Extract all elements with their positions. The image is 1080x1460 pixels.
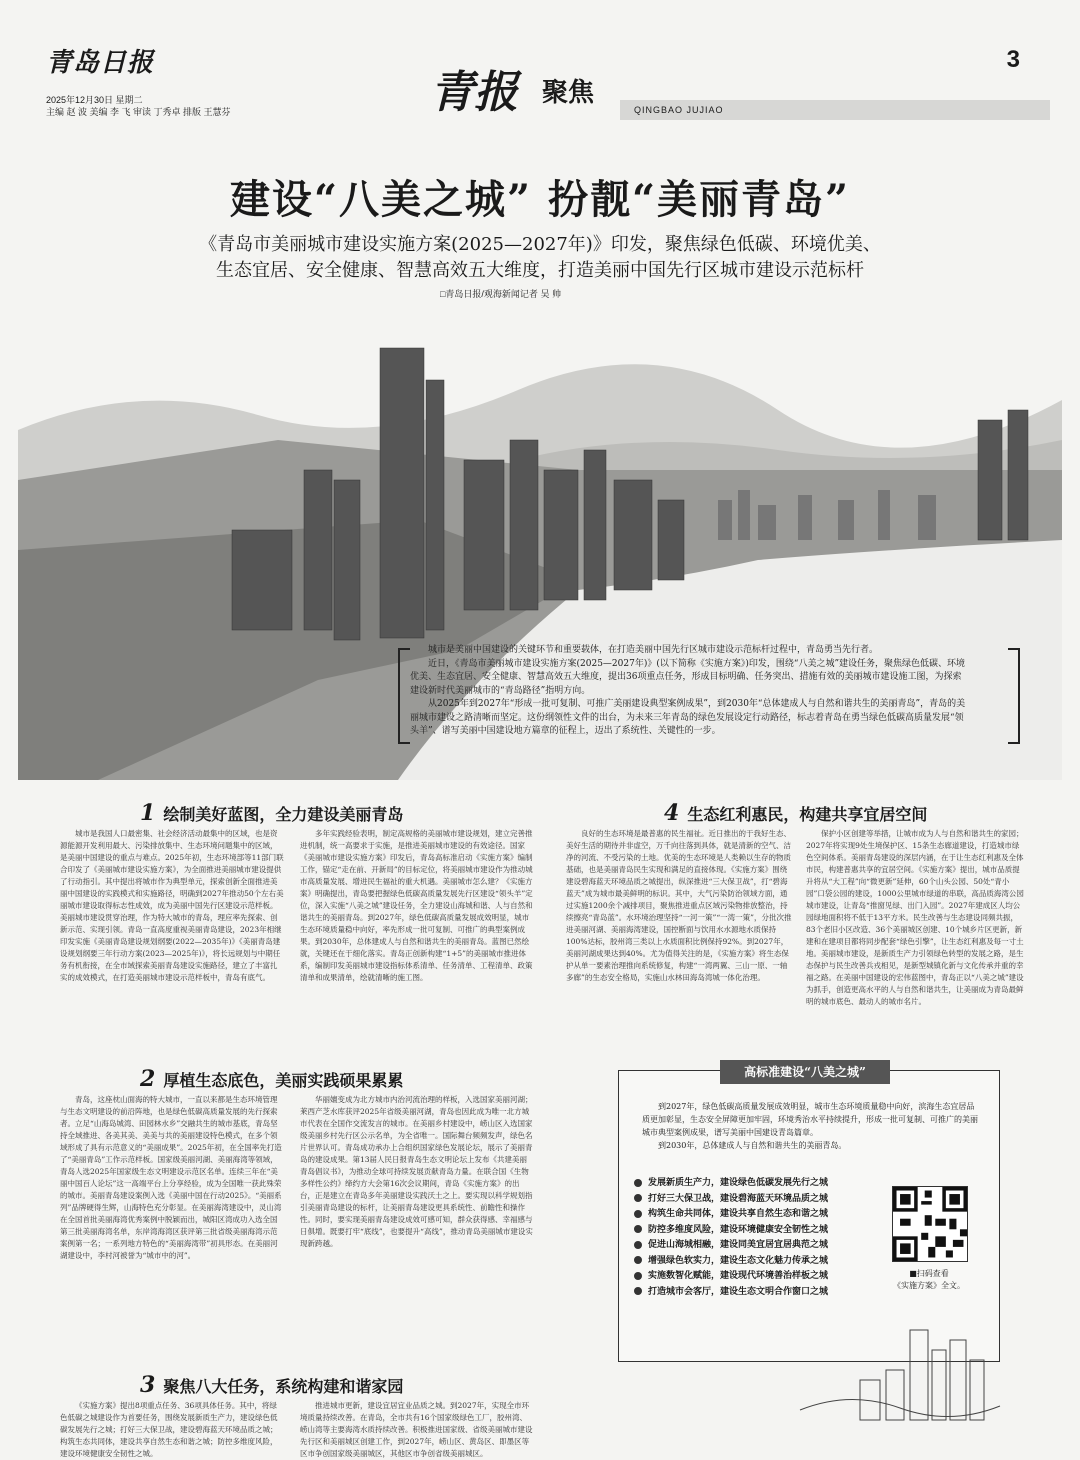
- body-text: 保护小区创建等举措，让城市成为人与自然和谐共生的家园；2027年将实现9处生境保护区、15条生态廊道建设，打造城市绿色空间体系。美丽青岛建设的深层内涵，在于让生态红利惠及全体市民，构建普惠共享的宜居空间。《实施方案》提出，城市品质提升将从“大工程”向“微更新”延伸，60个山头公园、50处“青小园”口袋公园的建设，1000公里城市绿道的串联，高品质海湾公园城市建设，让青岛“推窗见绿、出门入园”。2027年建成区人均公园绿地面积将不低于13平方米。民生改善与生态建设同频共振，83个老旧小区改造、36个美丽城区创建、10个城乡片区更新，新建和在建项目都将同步配套“绿色引擎”，让生态红利惠及每一寸土地。美丽城市建设，是新质生产力引领绿色转型的发展之路，是生态保护与民生改善兵戎相见，是新型城镇化新与文化传承并重的幸福之路。在美丽中国建设的宏伟蓝图中，青岛正以“八美之城”建设为抓手，创造更高水平的人与自然和谐共生，让美丽成为青岛最鲜明的城市底色、最动人的城市名片。: [806, 829, 1024, 1006]
- intro-paragraph: 近日，《青岛市美丽城市建设实施方案(2025—2027年)》(以下简称《实施方案》)印发，围绕“八美之城”建设任务，聚焦绿色低碳、环境优美、生态宜居、安全健康、智慧高效五大维度，提出36项重点任务，形成目标明确、任务突出、措施有效的美丽城市建设施工图，为探索建设新时代美丽城市的“青岛路径”指明方向。: [410, 658, 966, 696]
- qr-caption-line: ■扫码查看: [909, 1269, 949, 1278]
- list-item-label: 增强绿色软实力，建设生态文化魅力传承之城: [648, 1255, 829, 1266]
- bullet-icon: [634, 1194, 642, 1202]
- section-title: 厚植生态底色，美丽实践硕果累累: [163, 1071, 404, 1090]
- newspaper-logo: 青岛日报: [46, 48, 155, 78]
- bullet-icon: [634, 1179, 642, 1187]
- body-text: 良好的生态环境是最普惠的民生福祉。近日推出的于我好生态、美好生活的期待并非虚空，万千向往落到具体，就是清新的空气、洁净的河流、不受污染的土地。优美的生态环境是人类赖以生存的物质基础，也是美丽青岛民生实现和满足的直接体现。《实施方案》围绕建设碧海蓝天环境品质之城提出，纵深推进“三大保卫战”，打“碧海蓝天”成为城市最美鲜明的标识。其中，大气污染防治领域方面，通过实施1200余个减排项目，聚焦推进重点区域污染物排放整治，持续擦亮“青岛蓝”。水环境治理坚持“一河一策”“一湾一策”，分批次推进美丽河湖、美丽海湾建设，国控断面与饮用水水源地水质保持100%达标，胶州湾三类以上水质面积比例保持92%。到2027年，美丽河湖成果达到40%。尤为值得关注的是，《实施方案》将生态保护从单一要素治理推向系统修复，构建“一湾两翼、三山一原、一轴多廊”的生态安全格局，实施山水林田海岛湾城一体化治理。: [566, 829, 792, 982]
- goal-2027: 到2027年，绿色低碳高质量发展成效明显，城市生态环境质量稳中向好，滨海生态宜居品质更加彰显，生态安全屏障更加牢固，环境秀治水平持续提升，形成一批可复制、可推广的美丽城市典型案例成果，谱写美丽中国建设青岛篇章。: [642, 1102, 978, 1137]
- list-item-label: 实施数智化赋能，建设现代环境善治样板之城: [648, 1271, 829, 1281]
- section-1-heading: [140, 800, 403, 826]
- issue-date: 2025年12月30日 星期二: [46, 95, 143, 105]
- intro-paragraphs: [410, 644, 970, 739]
- bullet-icon: [634, 1210, 642, 1218]
- editors-line: 主编 赵 波 美编 李 飞 审读 丁秀卓 排版 王慧芬: [46, 107, 231, 117]
- section-2-heading: [140, 1066, 403, 1092]
- task-list: [634, 1176, 894, 1300]
- section-1-column-2: [300, 828, 534, 1028]
- skyline-sketch: [800, 1320, 1000, 1420]
- bullet-icon: [634, 1256, 642, 1264]
- goal-2030: 到2030年，总体建成人与自然和谐共生的美丽青岛。: [658, 1141, 847, 1150]
- section-title: 生态红利惠民，构建共享宜居空间: [687, 805, 928, 824]
- list-item-label: 构筑生命共同体，建设共享自然生态和谐之城: [648, 1209, 829, 1219]
- body-text: 青岛，这座枕山面海的特大城市，一直以来都是生态环境管理与生态文明建设的前沿阵地，也是绿色低碳高质量发展的先行探索者。立足“山海岛城湾、田园林水乡”交融共生的城市基底，青岛坚持全域推进、各美其美、美美与共的美丽建设特色模式，在多个领域形成了具有示范意义的“美丽成果”。2025年初，在全国率先打造了“美丽青岛”工作示范样板。国家级美丽河湖、美丽海湾等领域，青岛人选2025年国家级生态文明建设示范区名单。连续三年在“美丽中国百人论坛”这一高端平台上分享经验，成为全国唯一获此殊荣的城市。美丽青岛建设案例入选《美丽中国在行动2025》。“美丽系列”品牌硬得生辉，山海特色充分彰显。在美丽海湾建设中，灵山湾在全国首批美丽海湾优秀案例中脱颖而出，城阳区湾成功入选全国第三批美丽海湾名单，东岸湾海湾区获评第三批省级美丽海湾示范案例第一名；一系列地方特色的“美丽海湾带”初具形态。在美丽河湖建设中，李村河被誉为“城市中的河”。: [60, 1095, 282, 1260]
- sidebar-title: 高标准建设“八美之城”: [720, 1060, 890, 1084]
- section-4-heading: [664, 800, 927, 826]
- section-title: 聚焦: [542, 78, 595, 108]
- body-text: 多年实践经验表明，制定高规格的美丽城市建设规划，建立完善推进机制，统一高要求于实施，是推进美丽城市建设的有效途径。国家《美丽城市建设实施方案》印发后，青岛高标准启动《实施方案》编制工作，锚定“走在前、开新局”的目标定位，将美丽城市建设作为推动城市高质量发展、增进民生福祉的重大机遇。美丽城市怎么建？《实施方案》明确提出，青岛要把握绿色低碳高质量发展先行区建设“领头羊”定位，深入实施“八美之城”建设任务，全力建设山海城和谐、人与自然和谐共生的美丽青岛。到2027年，绿色低碳高质量发展成效明显，城市生态环境质量稳中向好，率先形成一批可复制、可推广的典型案例成果。到2030年，总体建成人与自然和谐共生的美丽青岛。蓝图已然绘就，关键还在于细化落实。青岛正创新构建“1+5”的美丽城市推进体系，编制印发美丽城市建设指标体系清单、任务清单、工程清单、政策清单和成果清单，绘就清晰的施工图。: [300, 829, 533, 982]
- intro-paragraph: 城市是美丽中国建设的关键环节和重要载体，在打造美丽中国先行区城市建设示范标杆过程中，青岛勇当先行者。: [428, 645, 879, 655]
- byline: □青岛日报/观海新闻记者 吴 帅: [440, 289, 561, 299]
- section-number: 1: [140, 800, 156, 826]
- section-4-column-1: [566, 828, 794, 1050]
- intro-bracket-left: [398, 648, 410, 744]
- bullet-icon: [634, 1287, 642, 1295]
- issue-meta: [46, 94, 231, 118]
- list-item: [634, 1192, 894, 1208]
- list-item-label: 打好三大保卫战，建设碧海蓝天环境品质之城: [648, 1193, 829, 1204]
- section-script-title: 青报: [430, 67, 518, 118]
- section-4-column-2: [806, 828, 1026, 1050]
- intro-paragraph: 从2025年到2027年“形成一批可复制、可推广美丽建设典型案例成果”，到2030年“总体建成人与自然和谐共生的美丽青岛”，青岛的美丽城市建设之路清晰而坚定。这份纲领性文件的出台，为未来三年青岛的绿色发展设定行动路径，标志着青岛在勇当绿色低碳高质量发展“领头羊”、谱写美丽中国建设地方篇章的征程上，迈出了系统性、关键性的一步。: [410, 699, 966, 736]
- section-title: 聚焦八大任务，系统构建和谐家园: [163, 1377, 404, 1396]
- list-item: [634, 1254, 894, 1270]
- list-item-label: 打造城市会客厅，建设生态文明合作窗口之城: [648, 1286, 829, 1297]
- list-item-label: 防控多维度风险，建设环境健康安全韧性之城: [648, 1224, 829, 1235]
- section-3-column-2: [300, 1400, 534, 1458]
- section-2-column-1: [60, 1094, 284, 1384]
- section-number: 3: [140, 1372, 156, 1398]
- qr-code-icon[interactable]: [892, 1186, 968, 1262]
- bullet-icon: [634, 1225, 642, 1233]
- list-item: [634, 1176, 894, 1192]
- body-text: 《实施方案》提出8项重点任务、36项具体任务。其中，将绿色低碳之城建设作为首要任务，围绕发展新质生产力，建设绿色低碳发展先行之城；打好三大保卫战，建设碧海蓝天环境品质之城；构筑生态共同体，建设共享自然生态和谐之城；防控多维度风险，建设环境健康安全韧性之城。: [60, 1401, 278, 1458]
- qr-caption-line: 《实施方案》全文。: [893, 1281, 965, 1290]
- list-item-label: 发展新质生产力，建设绿色低碳发展先行之城: [648, 1178, 829, 1188]
- list-item: [634, 1223, 894, 1239]
- section-number: 4: [664, 800, 680, 826]
- section-title: 绘制美好蓝图，全力建设美丽青岛: [163, 805, 404, 824]
- subheadline-line-2: 生态宜居、安全健康、智慧高效五大维度，打造美丽中国先行区城市建设示范标杆: [216, 260, 864, 281]
- list-item-label: 促进山海城相融，建设同美宜居宜居典范之城: [648, 1240, 829, 1250]
- body-text: 华丽嬗变成为北方城市内治河流治理的样板，入选国家美丽河湖；莱西产芝水库获评2025年省级美丽河湖，青岛也因此成为唯一北方城市代表在全国作交流发言的城市。在美丽乡村建设中，崂山区入选国家级美丽乡村先行区公示名单，为全省唯一。国际舞台频频发声，绿色名片世界认可。青岛成功承办上合组织国家绿色发展论坛，展示了美丽青岛的建设成果。第13届人民日报青岛生态文明论坛上发布《共建美丽青岛倡议书》，为推动全球可持续发展贡献青岛力量。在联合国《生物多样性公约》缔约方大会第16次会议期间，青岛《实施方案》的出台，正是建立在青岛多年美丽建设实践沃土之上。要实现以科学规划指引美丽青岛建设的标杆，让美丽青岛建设更具系统性、前瞻性和操作性。同时，要实现美丽青岛建设成效可感可知，群众获得感、幸福感与日俱增。既要打牢“底线”，也要提升“高线”，推动青岛美丽城市建设实现新跨越。: [300, 1095, 533, 1248]
- body-text: 推进城市更新，建设宜居宜业品质之城。到2027年，实现全市环境质量持续改善。在青岛，全市共有16个国家级绿色工厂，胶州湾、崂山湾等主要海湾水质持续改善。积极推进国家级、省级美丽城市建设先行区和美丽城区创建工作，到2027年，崂山区、黄岛区、即墨区等区市争创国家级美丽城区，其他区市争创省级美丽城区。: [300, 1401, 533, 1458]
- body-text: 城市是我国人口最密集、社会经济活动最集中的区域，也是资源能源开发利用最大、污染排放集中、生态环境问题集中的区域，是美丽中国建设的重点与难点。2025年初，生态环境部等11部门联合印发了《美丽城市建设实施方案》，为全面推进美丽城市建设提供了行动指引。其中提出将城市作为典型单元，探索创新全面推进美丽中国建设的实践模式和实施路径，明确到2027年推动50个左右美丽城市建设取得标志性成效，成为美丽中国先行区建设示范样板。美丽城市建设贯穿治理，作为特大城市的青岛，理应率先探索、创新示范、实现引领。青岛一直高度重视美丽青岛建设，2023年相继印发实施《美丽青岛建设规划纲要(2022—2035年)》《美丽青岛建设规划纲要三年行动方案(2023—2025年)》，将长远规划与中期任务有机衔接，在全市域探索美丽青岛建设实施路径，建立了丰富扎实的成效模式，在打造美丽城市建设示范样板中，青岛有底气。: [60, 829, 284, 982]
- subheadline: [60, 232, 1020, 284]
- section-3-column-1: [60, 1400, 284, 1458]
- section-2-column-2: [300, 1094, 534, 1384]
- list-item: [634, 1207, 894, 1223]
- qr-caption: [880, 1268, 978, 1292]
- section-number: 2: [140, 1066, 156, 1092]
- section-3-heading: [140, 1372, 403, 1398]
- bullet-icon: [634, 1241, 642, 1249]
- list-item: [634, 1285, 894, 1301]
- section-pinyin: QINGBAO JUJIAO: [620, 100, 1050, 120]
- list-item: [634, 1269, 894, 1285]
- section-1-column-1: [60, 828, 284, 1028]
- subheadline-line-1: 《青岛市美丽城市建设实施方案(2025—2027年)》印发，聚焦绿色低碳、环境优美、: [199, 234, 881, 255]
- page-number: 3: [1006, 46, 1020, 73]
- sidebar-goals: [642, 1100, 978, 1152]
- headline: 建设“八美之城” 扮靓“美丽青岛”: [230, 176, 850, 223]
- intro-bracket-right: [1008, 648, 1020, 744]
- list-item: [634, 1238, 894, 1254]
- bullet-icon: [634, 1272, 642, 1280]
